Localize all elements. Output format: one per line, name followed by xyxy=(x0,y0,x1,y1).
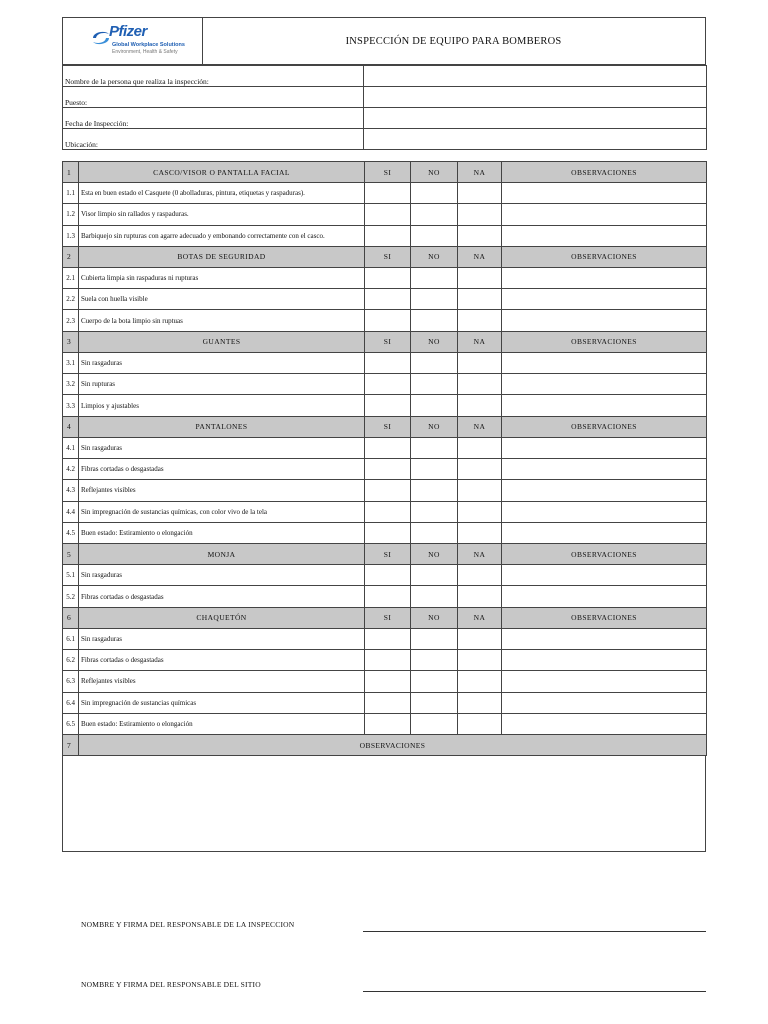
item-description: Sin rasgaduras xyxy=(79,352,365,373)
item-description: Esta en buen estado el Casquete (0 abolladuras, pintura, etiquetas y raspaduras). xyxy=(79,183,365,204)
checklist-row xyxy=(63,267,707,288)
checkbox-no[interactable] xyxy=(411,437,458,458)
section-header-row xyxy=(63,544,707,565)
item-number: 3.3 xyxy=(63,395,79,416)
checklist-row xyxy=(63,522,707,543)
checkbox-no[interactable] xyxy=(411,713,458,734)
item-description: Fibras cortadas o desgastadas xyxy=(79,458,365,479)
checkbox-na[interactable] xyxy=(458,352,502,373)
checkbox-si[interactable] xyxy=(365,565,411,586)
item-number: 6.5 xyxy=(63,713,79,734)
section-title: CASCO/VISOR O PANTALLA FACIAL xyxy=(79,162,365,183)
checklist-row xyxy=(63,480,707,501)
checkbox-na[interactable] xyxy=(458,289,502,310)
checkbox-na[interactable] xyxy=(458,310,502,331)
checklist-row xyxy=(63,458,707,479)
section-title: GUANTES xyxy=(79,331,365,352)
item-description: Barbiquejo sin rupturas con agarre adecuado y embonando correctamente con el casco. xyxy=(79,225,365,246)
item-description: Sin rupturas xyxy=(79,374,365,395)
item-description: Sin impregnación de sustancias químicas, con color vivo de la tela xyxy=(79,501,365,522)
checklist-row xyxy=(63,183,707,204)
info-value-field[interactable] xyxy=(364,87,707,108)
observation-cell[interactable] xyxy=(502,458,707,479)
item-description: Sin rasgaduras xyxy=(79,628,365,649)
checklist-row xyxy=(63,289,707,310)
checkbox-no[interactable] xyxy=(411,501,458,522)
checkbox-si[interactable] xyxy=(365,183,411,204)
column-header-na: NA xyxy=(458,607,502,628)
section-header-row xyxy=(63,607,707,628)
checklist-row xyxy=(63,501,707,522)
checkbox-si[interactable] xyxy=(365,310,411,331)
checkbox-no[interactable] xyxy=(411,480,458,501)
item-description: Fibras cortadas o desgastadas xyxy=(79,586,365,607)
column-header-na: NA xyxy=(458,331,502,352)
checkbox-na[interactable] xyxy=(458,374,502,395)
observation-cell[interactable] xyxy=(502,692,707,713)
checkbox-no[interactable] xyxy=(411,204,458,225)
observation-cell[interactable] xyxy=(502,183,707,204)
checkbox-na[interactable] xyxy=(458,692,502,713)
checklist-row xyxy=(63,650,707,671)
item-description: Suela con huella visible xyxy=(79,289,365,310)
checklist-row xyxy=(63,204,707,225)
info-label: Puesto: xyxy=(63,87,364,108)
observation-cell[interactable] xyxy=(502,480,707,501)
checkbox-na[interactable] xyxy=(458,671,502,692)
column-header-observaciones: OBSERVACIONES xyxy=(502,607,707,628)
info-table xyxy=(62,65,707,150)
checkbox-no[interactable] xyxy=(411,522,458,543)
item-number: 1.1 xyxy=(63,183,79,204)
checkbox-si[interactable] xyxy=(365,692,411,713)
checkbox-no[interactable] xyxy=(411,225,458,246)
section-title: BOTAS DE SEGURIDAD xyxy=(79,246,365,267)
observation-cell[interactable] xyxy=(502,289,707,310)
column-header-si: SI xyxy=(365,607,411,628)
item-description: Buen estado: Estiramiento o elongación xyxy=(79,713,365,734)
observation-cell[interactable] xyxy=(502,267,707,288)
logo-subtitle: Global Workplace Solutions xyxy=(112,42,185,48)
checkbox-no[interactable] xyxy=(411,374,458,395)
item-description: Reflejantes visibles xyxy=(79,671,365,692)
observation-cell[interactable] xyxy=(502,628,707,649)
observation-cell[interactable] xyxy=(502,374,707,395)
observation-cell[interactable] xyxy=(502,713,707,734)
item-description: Sin impregnación de sustancias químicas xyxy=(79,692,365,713)
observation-cell[interactable] xyxy=(502,204,707,225)
checkbox-na[interactable] xyxy=(458,225,502,246)
item-number: 4.4 xyxy=(63,501,79,522)
observations-header-row xyxy=(63,735,707,756)
checkbox-si[interactable] xyxy=(365,395,411,416)
item-description: Limpios y ajustables xyxy=(79,395,365,416)
checkbox-no[interactable] xyxy=(411,310,458,331)
checkbox-si[interactable] xyxy=(365,522,411,543)
item-number: 6.1 xyxy=(63,628,79,649)
checkbox-si[interactable] xyxy=(365,458,411,479)
column-header-observaciones: OBSERVACIONES xyxy=(502,162,707,183)
info-row xyxy=(63,87,707,108)
info-row xyxy=(63,108,707,129)
observation-cell[interactable] xyxy=(502,586,707,607)
checkbox-na[interactable] xyxy=(458,267,502,288)
observations-field[interactable] xyxy=(62,756,706,852)
checklist-row xyxy=(63,225,707,246)
column-header-no: NO xyxy=(411,246,458,267)
checkbox-no[interactable] xyxy=(411,267,458,288)
checklist-row xyxy=(63,692,707,713)
checklist-row xyxy=(63,586,707,607)
checkbox-na[interactable] xyxy=(458,522,502,543)
checkbox-no[interactable] xyxy=(411,458,458,479)
observation-cell[interactable] xyxy=(502,501,707,522)
info-value-field[interactable] xyxy=(364,66,707,87)
checklist-row xyxy=(63,352,707,373)
checkbox-na[interactable] xyxy=(458,565,502,586)
section-header-row xyxy=(63,416,707,437)
checkbox-no[interactable] xyxy=(411,183,458,204)
checkbox-si[interactable] xyxy=(365,671,411,692)
column-header-observaciones: OBSERVACIONES xyxy=(502,246,707,267)
checkbox-no[interactable] xyxy=(411,289,458,310)
observations-title: OBSERVACIONES xyxy=(79,735,707,756)
column-header-observaciones: OBSERVACIONES xyxy=(502,544,707,565)
signature-label-inspector: NOMBRE Y FIRMA DEL RESPONSABLE DE LA INSPECCION xyxy=(81,920,295,929)
column-header-na: NA xyxy=(458,162,502,183)
checkbox-si[interactable] xyxy=(365,480,411,501)
column-header-no: NO xyxy=(411,607,458,628)
item-number: 2.1 xyxy=(63,267,79,288)
item-number: 4.5 xyxy=(63,522,79,543)
item-number: 3.2 xyxy=(63,374,79,395)
checklist-row xyxy=(63,671,707,692)
column-header-si: SI xyxy=(365,162,411,183)
checkbox-na[interactable] xyxy=(458,183,502,204)
info-row xyxy=(63,129,707,150)
checkbox-na[interactable] xyxy=(458,713,502,734)
checkbox-no[interactable] xyxy=(411,352,458,373)
observation-cell[interactable] xyxy=(502,437,707,458)
checklist-row xyxy=(63,565,707,586)
info-row xyxy=(63,66,707,87)
checkbox-na[interactable] xyxy=(458,628,502,649)
column-header-na: NA xyxy=(458,416,502,437)
column-header-na: NA xyxy=(458,246,502,267)
checkbox-si[interactable] xyxy=(365,650,411,671)
section-title: MONJA xyxy=(79,544,365,565)
checkbox-si[interactable] xyxy=(365,204,411,225)
page-title: INSPECCIÓN DE EQUIPO PARA BOMBEROS xyxy=(345,35,562,47)
section-header-row xyxy=(63,331,707,352)
checkbox-na[interactable] xyxy=(458,480,502,501)
checkbox-si[interactable] xyxy=(365,713,411,734)
item-number: 6.4 xyxy=(63,692,79,713)
observation-cell[interactable] xyxy=(502,650,707,671)
observation-cell[interactable] xyxy=(502,225,707,246)
checkbox-si[interactable] xyxy=(365,289,411,310)
checkbox-no[interactable] xyxy=(411,628,458,649)
section-number: 2 xyxy=(63,246,79,267)
checkbox-si[interactable] xyxy=(365,374,411,395)
section-number: 3 xyxy=(63,331,79,352)
checkbox-na[interactable] xyxy=(458,650,502,671)
section-header-row xyxy=(63,162,707,183)
checkbox-no[interactable] xyxy=(411,692,458,713)
signature-line-site[interactable] xyxy=(363,991,706,992)
item-description: Cuerpo de la bota limpio sin ruptuas xyxy=(79,310,365,331)
checkbox-na[interactable] xyxy=(458,395,502,416)
observation-cell[interactable] xyxy=(502,395,707,416)
checkbox-no[interactable] xyxy=(411,586,458,607)
observation-cell[interactable] xyxy=(502,671,707,692)
item-number: 6.2 xyxy=(63,650,79,671)
column-header-no: NO xyxy=(411,416,458,437)
item-description: Fibras cortadas o desgastadas xyxy=(79,650,365,671)
logo xyxy=(63,18,203,64)
observation-cell[interactable] xyxy=(502,352,707,373)
column-header-no: NO xyxy=(411,331,458,352)
checkbox-si[interactable] xyxy=(365,586,411,607)
checkbox-si[interactable] xyxy=(365,437,411,458)
observations-number: 7 xyxy=(63,735,79,756)
item-number: 3.1 xyxy=(63,352,79,373)
observation-cell[interactable] xyxy=(502,565,707,586)
section-number: 4 xyxy=(63,416,79,437)
column-header-observaciones: OBSERVACIONES xyxy=(502,331,707,352)
checklist-row xyxy=(63,713,707,734)
checklist-row xyxy=(63,395,707,416)
item-description: Buen estado: Estiramiento o elongación xyxy=(79,522,365,543)
info-value-field[interactable] xyxy=(364,108,707,129)
item-number: 6.3 xyxy=(63,671,79,692)
item-number: 4.2 xyxy=(63,458,79,479)
section-number: 1 xyxy=(63,162,79,183)
item-number: 5.2 xyxy=(63,586,79,607)
checklist-row xyxy=(63,374,707,395)
logo-wordmark: Pfizer xyxy=(109,23,147,40)
section-number: 5 xyxy=(63,544,79,565)
item-description: Sin rasgaduras xyxy=(79,437,365,458)
item-number: 1.3 xyxy=(63,225,79,246)
observation-cell[interactable] xyxy=(502,522,707,543)
info-label: Fecha de Inspección: xyxy=(63,108,364,129)
checkbox-na[interactable] xyxy=(458,458,502,479)
info-value-field[interactable] xyxy=(364,129,707,150)
checklist-row xyxy=(63,310,707,331)
item-number: 4.1 xyxy=(63,437,79,458)
column-header-observaciones: OBSERVACIONES xyxy=(502,416,707,437)
item-description: Visor limpio sin rallados y raspaduras. xyxy=(79,204,365,225)
section-title: CHAQUETÓN xyxy=(79,607,365,628)
item-number: 2.2 xyxy=(63,289,79,310)
checklist-row xyxy=(63,628,707,649)
checkbox-si[interactable] xyxy=(365,225,411,246)
checklist-row xyxy=(63,437,707,458)
checkbox-no[interactable] xyxy=(411,395,458,416)
item-number: 1.2 xyxy=(63,204,79,225)
column-header-si: SI xyxy=(365,246,411,267)
checkbox-si[interactable] xyxy=(365,501,411,522)
checkbox-si[interactable] xyxy=(365,267,411,288)
observation-cell[interactable] xyxy=(502,310,707,331)
column-header-si: SI xyxy=(365,331,411,352)
checklist-table xyxy=(62,161,707,756)
logo-tagline: Environment, Health & Safety xyxy=(112,49,178,55)
info-label: Ubicación: xyxy=(63,129,364,150)
signature-label-site: NOMBRE Y FIRMA DEL RESPONSABLE DEL SITIO xyxy=(81,980,261,989)
item-description: Cubierta limpia sin raspaduras ni rupturas xyxy=(79,267,365,288)
form-header xyxy=(62,17,706,65)
checkbox-no[interactable] xyxy=(411,671,458,692)
checkbox-na[interactable] xyxy=(458,501,502,522)
item-number: 4.3 xyxy=(63,480,79,501)
item-description: Sin rasgaduras xyxy=(79,565,365,586)
section-number: 6 xyxy=(63,607,79,628)
column-header-si: SI xyxy=(365,416,411,437)
item-number: 2.3 xyxy=(63,310,79,331)
signature-line-inspector[interactable] xyxy=(363,931,706,932)
item-description: Reflejantes visibles xyxy=(79,480,365,501)
item-number: 5.1 xyxy=(63,565,79,586)
info-label: Nombre de la persona que realiza la inspección: xyxy=(63,66,364,87)
column-header-na: NA xyxy=(458,544,502,565)
checkbox-na[interactable] xyxy=(458,437,502,458)
checkbox-na[interactable] xyxy=(458,204,502,225)
column-header-no: NO xyxy=(411,544,458,565)
column-header-no: NO xyxy=(411,162,458,183)
column-header-si: SI xyxy=(365,544,411,565)
checkbox-no[interactable] xyxy=(411,565,458,586)
checkbox-no[interactable] xyxy=(411,650,458,671)
checkbox-na[interactable] xyxy=(458,586,502,607)
section-header-row xyxy=(63,246,707,267)
checkbox-si[interactable] xyxy=(365,352,411,373)
checkbox-si[interactable] xyxy=(365,628,411,649)
section-title: PANTALONES xyxy=(79,416,365,437)
